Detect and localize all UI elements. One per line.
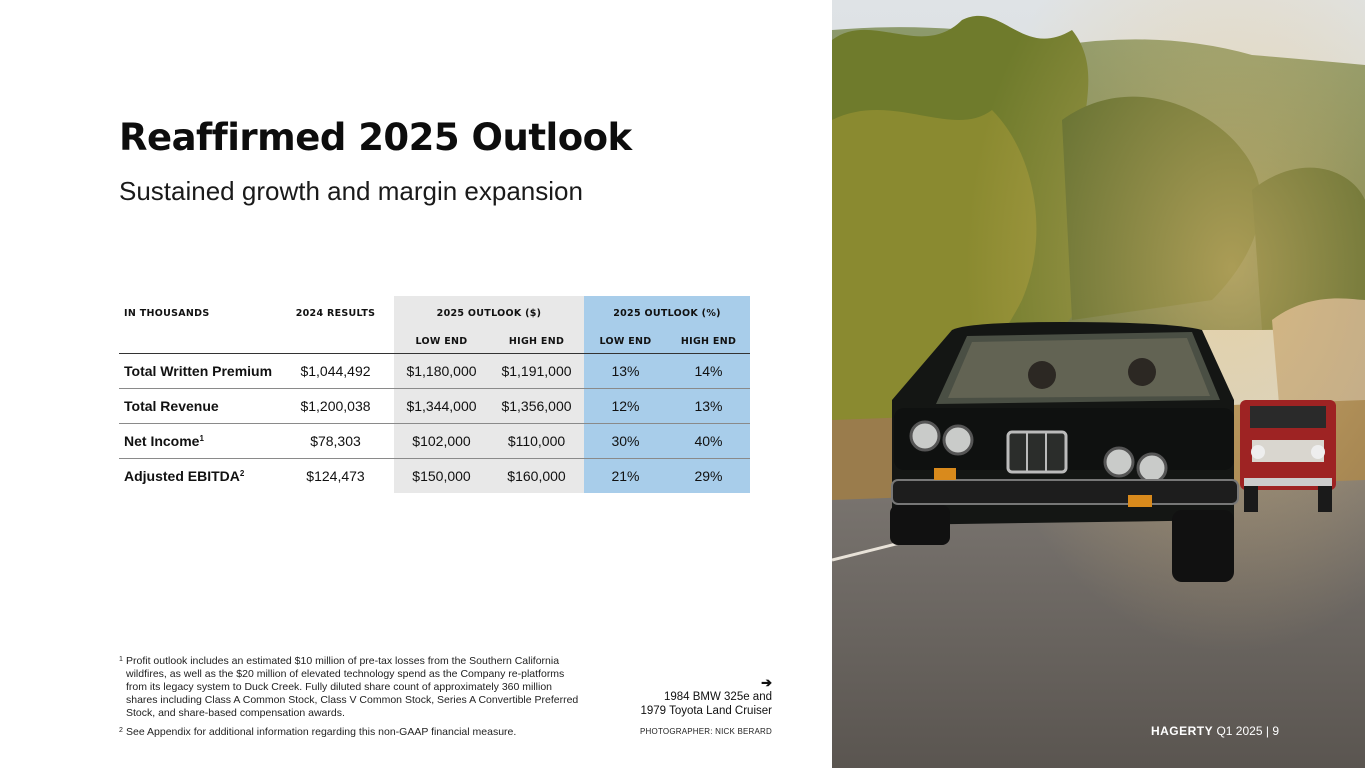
table-row (119, 459, 750, 494)
cell-high-end-percent: 40% (667, 424, 750, 459)
page-number: 9 (1272, 724, 1279, 738)
header-high-end-percent: HIGH END (667, 330, 750, 354)
cell-high-end-percent: 29% (667, 459, 750, 494)
footnote-text: See Appendix for additional information regarding this non-GAAP financial measure. (126, 726, 517, 738)
header-2024-results: 2024 RESULTS (295, 307, 376, 319)
brand-logo: HAGERTY (1150, 724, 1214, 738)
photo-caption (641, 676, 773, 718)
cell-low-end-dollars: $1,180,000 (394, 354, 489, 389)
header-high-end-dollars: HIGH END (489, 330, 584, 354)
header-low-end-dollars: LOW END (394, 330, 489, 354)
cell-low-end-dollars: $150,000 (394, 459, 489, 494)
footnote-1 (119, 655, 581, 720)
cell-high-end-percent: 14% (667, 354, 750, 389)
footnote-text: Profit outlook includes an estimated $10 million of pre-tax losses from the Southern California wildfires, as well as the $20 million of elevated technology spend as the Company re-platforms from its legacy system to Duck Creek. Fully diluted share count of approximately 360 million shares including Class A Common Stock, Class V Common Stock, Series A Convertible Preferred Stock, and share-based compensation awards. (126, 655, 579, 719)
row-label: Total Revenue (119, 389, 277, 424)
page-footer (1151, 724, 1279, 738)
cell-2024-results: $78,303 (277, 424, 394, 459)
header-outlook-dollars: 2025 OUTLOOK ($) (394, 296, 584, 330)
row-label: Adjusted EBITDA$^2$ (119, 459, 277, 494)
cell-high-end-dollars: $1,191,000 (489, 354, 584, 389)
cell-low-end-percent: 21% (584, 459, 667, 494)
header-blank (277, 330, 394, 354)
row-label: Total Written Premium (119, 354, 277, 389)
footnote-2 (119, 726, 581, 739)
table-row (119, 424, 750, 459)
footnote-marker: 1 (119, 656, 123, 663)
caption-line-2: 1979 Toyota Land Cruiser (640, 705, 772, 717)
footer-separator: | (1265, 724, 1269, 738)
car-photo (832, 0, 1365, 768)
footer-period: Q1 2025 (1216, 724, 1263, 738)
cell-2024-results: $1,044,492 (277, 354, 394, 389)
cell-low-end-percent: 13% (584, 354, 667, 389)
row-label: Net Income$^1$ (119, 424, 277, 459)
caption-line-1: 1984 BMW 325e and (663, 691, 772, 703)
cell-2024-results: $124,473 (277, 459, 394, 494)
header-blank (119, 330, 277, 354)
header-outlook-percent: 2025 OUTLOOK (%) (584, 296, 750, 330)
cell-low-end-dollars: $1,344,000 (394, 389, 489, 424)
footnote-marker: 2 (119, 727, 123, 734)
cell-low-end-percent: 12% (584, 389, 667, 424)
photo-credit: PHOTOGRAPHER: NICK BERARD (640, 727, 772, 736)
cell-high-end-dollars: $160,000 (489, 459, 584, 494)
cell-high-end-dollars: $1,356,000 (489, 389, 584, 424)
header-low-end-percent: LOW END (584, 330, 667, 354)
cell-2024-results: $1,200,038 (277, 389, 394, 424)
cell-high-end-dollars: $110,000 (489, 424, 584, 459)
outlook-table (119, 296, 750, 493)
table-row (119, 389, 750, 424)
header-in-thousands: IN THOUSANDS (124, 307, 210, 319)
cell-low-end-percent: 30% (584, 424, 667, 459)
cell-low-end-dollars: $102,000 (394, 424, 489, 459)
arrow-right-icon: ➔ (761, 675, 772, 690)
page-subtitle: Sustained growth and margin expansion (119, 176, 583, 206)
cell-high-end-percent: 13% (667, 389, 750, 424)
page-title: Reaffirmed 2025 Outlook (119, 116, 632, 159)
table-row (119, 354, 750, 389)
